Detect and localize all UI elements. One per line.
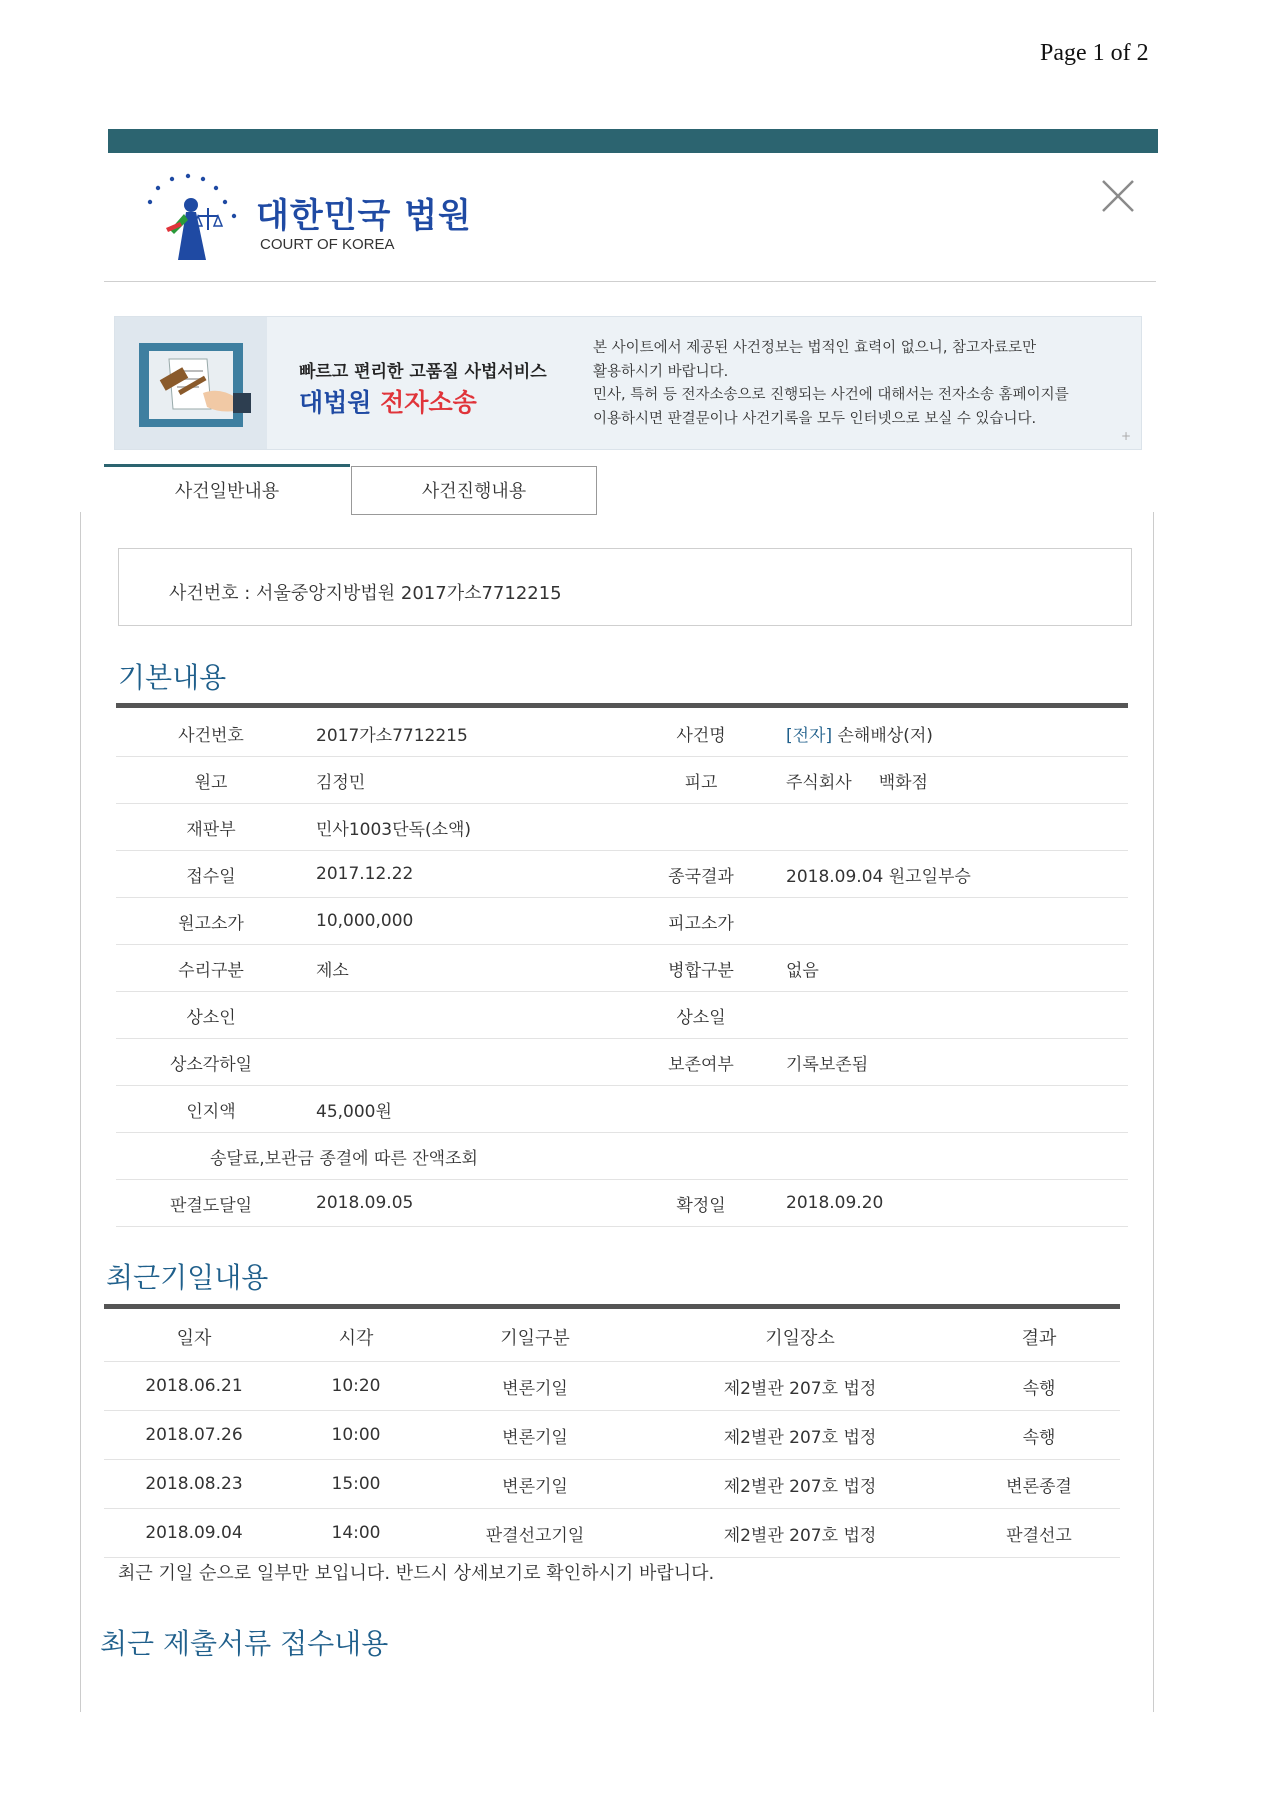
table-row <box>116 945 1128 992</box>
banner-brand <box>299 383 477 419</box>
court-label: 재판부 <box>116 804 306 851</box>
banner-illustration <box>115 317 267 449</box>
merge-label: 병합구분 <box>626 945 776 992</box>
recent-dates-rule <box>104 1304 1120 1309</box>
defendant-label: 피고 <box>626 757 776 804</box>
cell-result: 변론종결 <box>958 1460 1120 1509</box>
table-row <box>116 804 1128 851</box>
appeal-date-label: 상소일 <box>626 992 776 1039</box>
table-row <box>116 992 1128 1039</box>
table-header-row <box>104 1313 1120 1362</box>
receipt-type-value: 제소 <box>306 945 626 992</box>
cell-date: 2018.07.26 <box>104 1411 284 1460</box>
tab-general[interactable]: 사건일반내용 <box>104 464 350 513</box>
stamp-label: 인지액 <box>116 1086 306 1133</box>
judgment-delivered-label: 판결도달일 <box>116 1180 306 1227</box>
case-no-label: 사건번호 <box>116 710 306 757</box>
table-row <box>104 1362 1120 1411</box>
recent-dates-note: 최근 기일 순으로 일부만 보입니다. 반드시 상세보기로 확인하시기 바랍니다. <box>118 1563 715 1584</box>
confirmed-label: 확정일 <box>626 1180 776 1227</box>
case-name-text: 손해배상(저) <box>832 725 933 746</box>
cell-date: 2018.09.04 <box>104 1509 284 1558</box>
table-row <box>116 851 1128 898</box>
appellant-label: 상소인 <box>116 992 306 1039</box>
table-row <box>104 1460 1120 1509</box>
court-subtitle: COURT OF KOREA <box>260 236 395 253</box>
appeal-dismiss-value <box>306 1039 626 1086</box>
header-date: 일자 <box>104 1313 284 1362</box>
cell-result: 판결선고 <box>958 1509 1120 1558</box>
final-result-label: 종국결과 <box>626 851 776 898</box>
cell-place: 제2별관 207호 법정 <box>642 1509 958 1558</box>
header-result: 결과 <box>958 1313 1120 1362</box>
table-row <box>104 1509 1120 1558</box>
electronic-tag: [전자] <box>786 725 833 746</box>
gavel-document-icon <box>115 317 267 449</box>
appeal-dismiss-label: 상소각하일 <box>116 1039 306 1086</box>
cell-place: 제2별관 207호 법정 <box>642 1460 958 1509</box>
basic-info-title: 기본내용 <box>118 661 227 694</box>
basic-info-rule <box>116 703 1128 708</box>
received-label: 접수일 <box>116 851 306 898</box>
case-number-box <box>118 548 1132 626</box>
plaintiff-claim-label: 원고소가 <box>116 898 306 945</box>
cell-time: 15:00 <box>284 1460 428 1509</box>
notice-line: 민사, 특허 등 전자소송으로 진행되는 사건에 대해서는 전자소송 홈페이지를 <box>593 387 1069 403</box>
cell-result: 속행 <box>958 1411 1120 1460</box>
court-title: 대한민국 법원 <box>256 196 472 236</box>
notice-line: 본 사이트에서 제공된 사건정보는 법적인 효력이 없으니, 참고자료로만 <box>593 340 1037 356</box>
ecourt-banner[interactable] <box>114 316 1142 450</box>
table-row <box>116 1133 1128 1180</box>
table-row <box>116 1180 1128 1227</box>
recent-dates-title: 최근기일내용 <box>106 1261 269 1294</box>
preserve-value: 기록보존됨 <box>776 1039 1128 1086</box>
header-divider <box>104 281 1156 282</box>
cell-type: 판결선고기일 <box>428 1509 642 1558</box>
page-number: Page 1 of 2 <box>1040 40 1149 66</box>
header-bar <box>108 129 1158 153</box>
court-value: 민사1003단독(소액) <box>306 804 1128 851</box>
cell-type: 변론기일 <box>428 1411 642 1460</box>
table-row <box>104 1411 1120 1460</box>
cell-date: 2018.06.21 <box>104 1362 284 1411</box>
merge-value: 없음 <box>776 945 1128 992</box>
case-name-label: 사건명 <box>626 710 776 757</box>
header-time: 시각 <box>284 1313 428 1362</box>
final-result-value: 2018.09.04 원고일부승 <box>776 851 1128 898</box>
table-row <box>116 757 1128 804</box>
plaintiff-value: 김정민 <box>306 757 626 804</box>
recent-dates-table <box>104 1313 1120 1558</box>
brand-main: 대법원 <box>299 388 381 417</box>
cell-time: 10:00 <box>284 1411 428 1460</box>
close-icon[interactable] <box>1100 178 1136 214</box>
judgment-delivered-value: 2018.09.05 <box>306 1180 626 1227</box>
cell-time: 14:00 <box>284 1509 428 1558</box>
case-no-value: 2017가소7712215 <box>306 710 626 757</box>
defendant-claim-value <box>776 898 1128 945</box>
confirmed-value: 2018.09.20 <box>776 1180 1128 1227</box>
received-value: 2017.12.22 <box>306 851 626 898</box>
banner-notice <box>593 337 1133 431</box>
table-row <box>116 898 1128 945</box>
notice-line: 이용하시면 판결문이나 사건기록을 모두 인터넷으로 보실 수 있습니다. <box>593 410 1037 427</box>
cell-type: 변론기일 <box>428 1460 642 1509</box>
tab-progress[interactable]: 사건진행내용 <box>351 466 597 515</box>
cell-type: 변론기일 <box>428 1362 642 1411</box>
table-row <box>116 1086 1128 1133</box>
receipt-type-label: 수리구분 <box>116 945 306 992</box>
cell-result: 속행 <box>958 1362 1120 1411</box>
appellant-value <box>306 992 626 1039</box>
notice-line: 활용하시기 바랍니다. <box>593 363 729 380</box>
basic-info-table <box>116 710 1128 1227</box>
table-row <box>116 710 1128 757</box>
banner-plus-icon[interactable]: + <box>1121 429 1132 443</box>
balance-inquiry-link[interactable]: 송달료,보관금 종결에 따른 잔액조회 <box>116 1133 1128 1180</box>
preserve-label: 보존여부 <box>626 1039 776 1086</box>
defendant-value: 주식회사 백화점 <box>776 757 1128 804</box>
brand-highlight: 전자소송 <box>380 388 477 417</box>
appeal-date-value <box>776 992 1128 1039</box>
banner-slogan: 빠르고 편리한 고품질 사법서비스 <box>299 362 547 382</box>
cell-date: 2018.08.23 <box>104 1460 284 1509</box>
cell-time: 10:20 <box>284 1362 428 1411</box>
case-name-value <box>776 710 1128 757</box>
court-logo-icon <box>140 172 240 262</box>
table-row <box>116 1039 1128 1086</box>
stamp-value: 45,000원 <box>306 1086 1128 1133</box>
header-place: 기일장소 <box>642 1313 958 1362</box>
header-type: 기일구분 <box>428 1313 642 1362</box>
plaintiff-claim-value: 10,000,000 <box>306 898 626 945</box>
case-number-line: 사건번호 : 서울중앙지방법원 2017가소7712215 <box>169 583 562 604</box>
plaintiff-label: 원고 <box>116 757 306 804</box>
defendant-claim-label: 피고소가 <box>626 898 776 945</box>
recent-docs-title: 최근 제출서류 접수내용 <box>100 1627 389 1660</box>
cell-place: 제2별관 207호 법정 <box>642 1362 958 1411</box>
cell-place: 제2별관 207호 법정 <box>642 1411 958 1460</box>
